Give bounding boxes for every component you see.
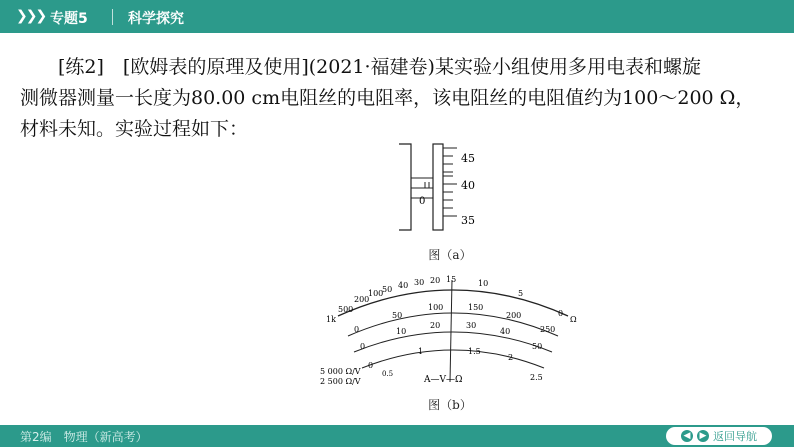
low-label-1-5: 1.5 (468, 347, 481, 356)
problem-line-1: [练2] [欧姆表的原理及使用](2021·福建卷)某实验小组使用多用电表和螺旋 (58, 56, 701, 78)
ohm-label-40: 40 (398, 281, 409, 290)
footer-book-title: 第2编 物理（新高考） (20, 430, 148, 444)
ac-label-40: 40 (500, 327, 511, 336)
dc-label-0: 0 (354, 325, 360, 334)
ac-label-50: 50 (532, 342, 543, 351)
mode-symbols: A—V—Ω (424, 375, 463, 385)
figure-a-caption: 图（a） (428, 248, 472, 262)
ohm-label-20: 20 (430, 276, 441, 285)
ohm-label-0: 0 (558, 309, 564, 318)
dc-label-150: 150 (468, 303, 484, 312)
low-label-0: 0 (368, 361, 374, 370)
low-label-0-5: 0.5 (382, 370, 394, 378)
low-label-1: 1 (418, 347, 424, 356)
footer-bar (0, 425, 794, 447)
sensitivity-label-5000: 5 000 Ω/V (320, 367, 361, 376)
arrow-right-icon: ▶ (697, 430, 709, 442)
problem-line-3: 材料未知。实验过程如下： (20, 118, 249, 140)
ohm-label-15: 15 (446, 275, 457, 284)
dc-label-200: 200 (506, 311, 522, 320)
ac-label-0: 0 (360, 342, 366, 351)
tick-label-45: 45 (461, 152, 475, 165)
header-divider (112, 9, 113, 25)
ohm-label-50: 50 (382, 285, 393, 294)
back-to-navigation-button[interactable] (666, 427, 772, 445)
ohm-label-500: 500 (338, 305, 354, 314)
low-label-2: 2 (508, 353, 514, 362)
problem-line-2: 测微器测量一长度为80.00 cm电阻丝的电阻率，该电阻丝的电阻值约为100～200 Ω， (20, 87, 755, 109)
ac-label-20: 20 (430, 321, 441, 330)
dc-label-250: 250 (540, 325, 556, 334)
chevron-icon: ❯❯❯ (16, 8, 46, 24)
ohm-label-200: 200 (354, 295, 370, 304)
ohm-label-30: 30 (414, 278, 425, 287)
ohm-label-5: 5 (518, 289, 524, 298)
tick-label-35: 35 (461, 214, 475, 227)
topic-title: 科学探究 (128, 11, 184, 27)
topic-label: 专题5 (50, 11, 88, 27)
problem-text (20, 52, 780, 145)
multimeter-dial-figure (318, 272, 588, 392)
sensitivity-label-2500: 2 500 Ω/V (320, 377, 361, 386)
nav-label: 返回导航 (713, 430, 757, 443)
ohm-symbol: Ω (570, 315, 577, 324)
ac-label-30: 30 (466, 321, 477, 330)
tick-label-40: 40 (461, 179, 475, 192)
dc-label-100: 100 (428, 303, 444, 312)
dc-label-50: 50 (392, 311, 403, 320)
ohm-label-100: 100 (368, 289, 384, 298)
arrow-left-icon: ◀ (681, 430, 693, 442)
header-bar (0, 0, 794, 33)
ac-label-10: 10 (396, 327, 407, 336)
ohm-label-10: 10 (478, 279, 489, 288)
low-label-2-5: 2.5 (530, 373, 543, 382)
ohm-label-1k: 1k (326, 315, 336, 324)
sleeve-zero-label: 0 (419, 196, 426, 207)
micrometer-figure (395, 138, 505, 238)
figure-b-caption: 图（b） (428, 398, 472, 412)
